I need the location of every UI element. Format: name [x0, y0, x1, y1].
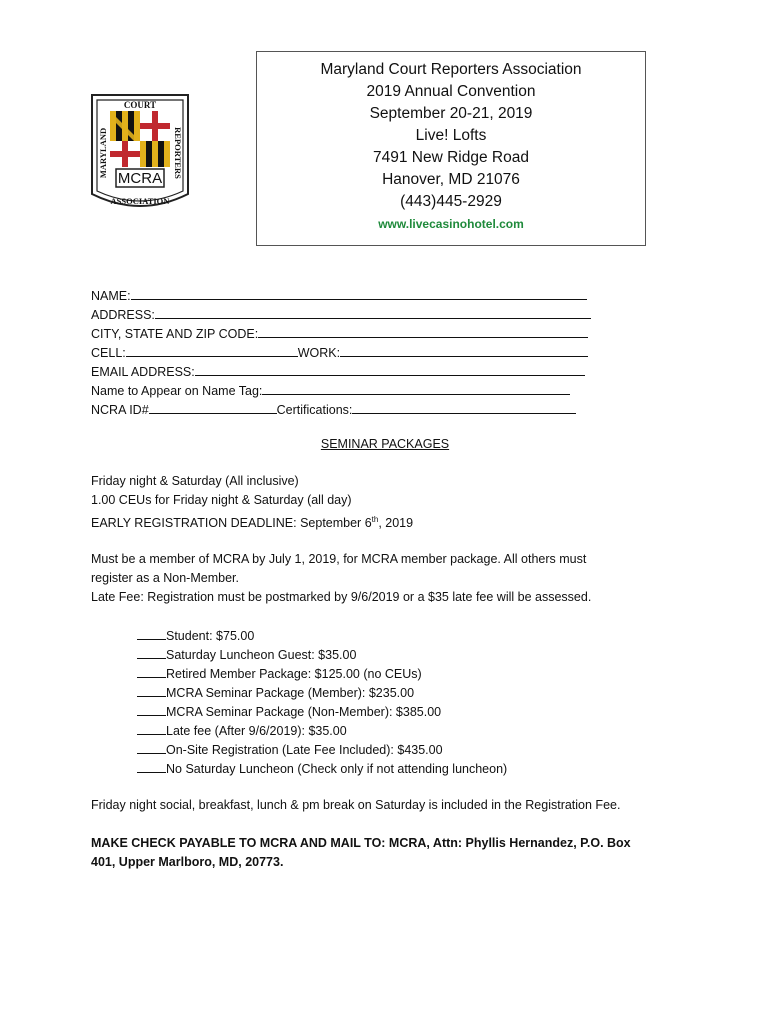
email-field[interactable]	[195, 362, 585, 376]
seminar-packages-title: SEMINAR PACKAGES	[320, 437, 450, 451]
included-note: Friday night social, breakfast, lunch & pm break on Saturday is included in the Registration Fee.	[91, 798, 621, 812]
package-checkbox-student[interactable]	[137, 626, 166, 640]
logo-right-text: REPORTERS	[173, 127, 183, 179]
package-checkbox-non-member[interactable]	[137, 702, 166, 716]
name-row	[91, 286, 601, 305]
seminar-line-2: 1.00 CEUs for Friday night & Saturday (all day)	[91, 493, 352, 507]
city-label: CITY, STATE AND ZIP CODE:	[91, 327, 259, 341]
phone-row	[91, 343, 601, 362]
package-checkbox-retired-member[interactable]	[137, 664, 166, 678]
ncra-label: NCRA ID#	[91, 403, 149, 417]
ncra-row	[91, 400, 601, 419]
name-field[interactable]	[131, 286, 587, 300]
name-label: NAME:	[91, 289, 131, 303]
venue-phone: (443)445-2929	[400, 193, 502, 210]
deadline-line	[91, 510, 413, 533]
payment-line-1: MAKE CHECK PAYABLE TO MCRA AND MAIL TO: MCRA, Attn: Phyllis Hernandez, P.O. Box	[91, 836, 631, 850]
package-label: Retired Member Package: $125.00 (no CEUs)	[166, 667, 422, 681]
membership-line-1: Must be a member of MCRA by July 1, 2019, for MCRA member package. All others must	[91, 552, 587, 566]
work-field[interactable]	[340, 343, 588, 357]
venue-website-link[interactable]: www.livecasinohotel.com	[378, 217, 524, 231]
seminar-info	[91, 472, 413, 533]
payment-instructions	[91, 834, 631, 872]
address-field[interactable]	[155, 305, 591, 319]
logo-top-text: COURT	[123, 100, 157, 110]
package-checkbox-late-fee[interactable]	[137, 721, 166, 735]
package-label: Saturday Luncheon Guest: $35.00	[166, 648, 357, 662]
ncra-field[interactable]	[149, 400, 277, 414]
package-label: No Saturday Luncheon (Check only if not attending luncheon)	[166, 762, 508, 776]
membership-info	[91, 550, 591, 607]
deadline-suffix: , 2019	[378, 516, 414, 531]
logo-left-text: MARYLAND	[98, 127, 108, 179]
package-list	[137, 626, 507, 778]
list-item	[137, 759, 507, 778]
seminar-line-1: Friday night & Saturday (All inclusive)	[91, 474, 299, 488]
cell-field[interactable]	[126, 343, 298, 357]
convention-header-box	[256, 51, 646, 246]
package-label: Student: $75.00	[166, 629, 255, 643]
list-item	[137, 664, 507, 683]
package-label: MCRA Seminar Package (Non-Member): $385.00	[166, 705, 442, 719]
package-label: MCRA Seminar Package (Member): $235.00	[166, 686, 415, 700]
list-item	[137, 702, 507, 721]
cell-label: CELL:	[91, 346, 126, 360]
email-label: EMAIL ADDRESS:	[91, 365, 195, 379]
city-row	[91, 324, 601, 343]
membership-line-2: register as a Non-Member.	[91, 571, 239, 585]
email-row	[91, 362, 601, 381]
package-checkbox-on-site[interactable]	[137, 740, 166, 754]
venue-city: Hanover, MD 21076	[382, 171, 520, 188]
maryland-flag-icon	[110, 111, 170, 167]
certifications-field[interactable]	[352, 400, 576, 414]
venue-street: 7491 New Ridge Road	[373, 149, 529, 166]
registration-form	[91, 286, 601, 419]
late-fee-line: Late Fee: Registration must be postmarked by 9/6/2019 or a $35 late fee will be assessed.	[91, 590, 592, 604]
work-label: WORK:	[297, 346, 341, 360]
list-item	[137, 645, 507, 664]
package-checkbox-no-luncheon[interactable]	[137, 759, 166, 773]
venue-name: Live! Lofts	[415, 127, 487, 144]
list-item	[137, 721, 507, 740]
list-item	[137, 683, 507, 702]
package-label: Late fee (After 9/6/2019): $35.00	[166, 724, 347, 738]
city-field[interactable]	[258, 324, 588, 338]
deadline-sup: th	[371, 515, 379, 524]
payment-line-2: 401, Upper Marlboro, MD, 20773.	[91, 855, 284, 869]
logo-center-text: MCRA	[117, 170, 163, 187]
list-item	[137, 740, 507, 759]
event-dates: September 20-21, 2019	[369, 105, 533, 122]
nametag-row	[91, 381, 601, 400]
address-row	[91, 305, 601, 324]
logo-bottom-text: ASSOCIATION	[110, 196, 170, 206]
org-name: Maryland Court Reporters Association	[320, 61, 582, 78]
event-name: 2019 Annual Convention	[366, 83, 536, 100]
nametag-label: Name to Appear on Name Tag:	[91, 384, 263, 398]
package-checkbox-luncheon-guest[interactable]	[137, 645, 166, 659]
mcra-logo	[90, 93, 190, 215]
package-label: On-Site Registration (Late Fee Included): $435.00	[166, 743, 443, 757]
certifications-label: Certifications:	[276, 403, 353, 417]
package-checkbox-member[interactable]	[137, 683, 166, 697]
address-label: ADDRESS:	[91, 308, 155, 322]
nametag-field[interactable]	[262, 381, 570, 395]
list-item	[137, 626, 507, 645]
deadline-prefix: EARLY REGISTRATION DEADLINE: September 6	[91, 516, 372, 531]
